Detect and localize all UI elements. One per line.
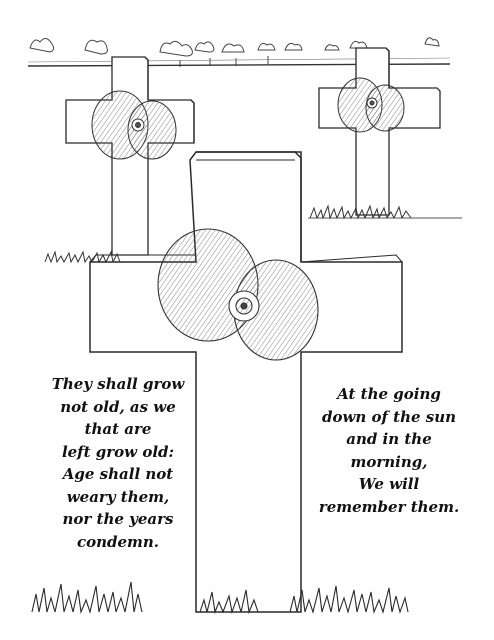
memorial-cross-back-right: [319, 48, 440, 215]
poem-line: weary them,: [66, 487, 170, 506]
poem-line: down of the sun: [321, 407, 457, 426]
poppy-icon: [338, 78, 404, 132]
poem-line: not old, as we: [60, 397, 176, 416]
poem-line: remember them.: [318, 497, 460, 516]
poem-verse-left: [18, 373, 218, 553]
poem-line: At the going: [337, 385, 441, 403]
poem-line: left grow old:: [61, 442, 175, 461]
poem-line: They shall grow: [51, 375, 185, 393]
poem-line: and in the: [346, 430, 432, 448]
poem-line: that are: [84, 420, 152, 438]
poem-line: We will: [358, 475, 420, 493]
poem-line: Age shall not: [62, 465, 174, 483]
poem-line: nor the years: [62, 510, 174, 528]
poem-line: condemn.: [76, 532, 160, 551]
poem-line: morning,: [350, 452, 428, 471]
poem-verse-right: [300, 383, 478, 518]
